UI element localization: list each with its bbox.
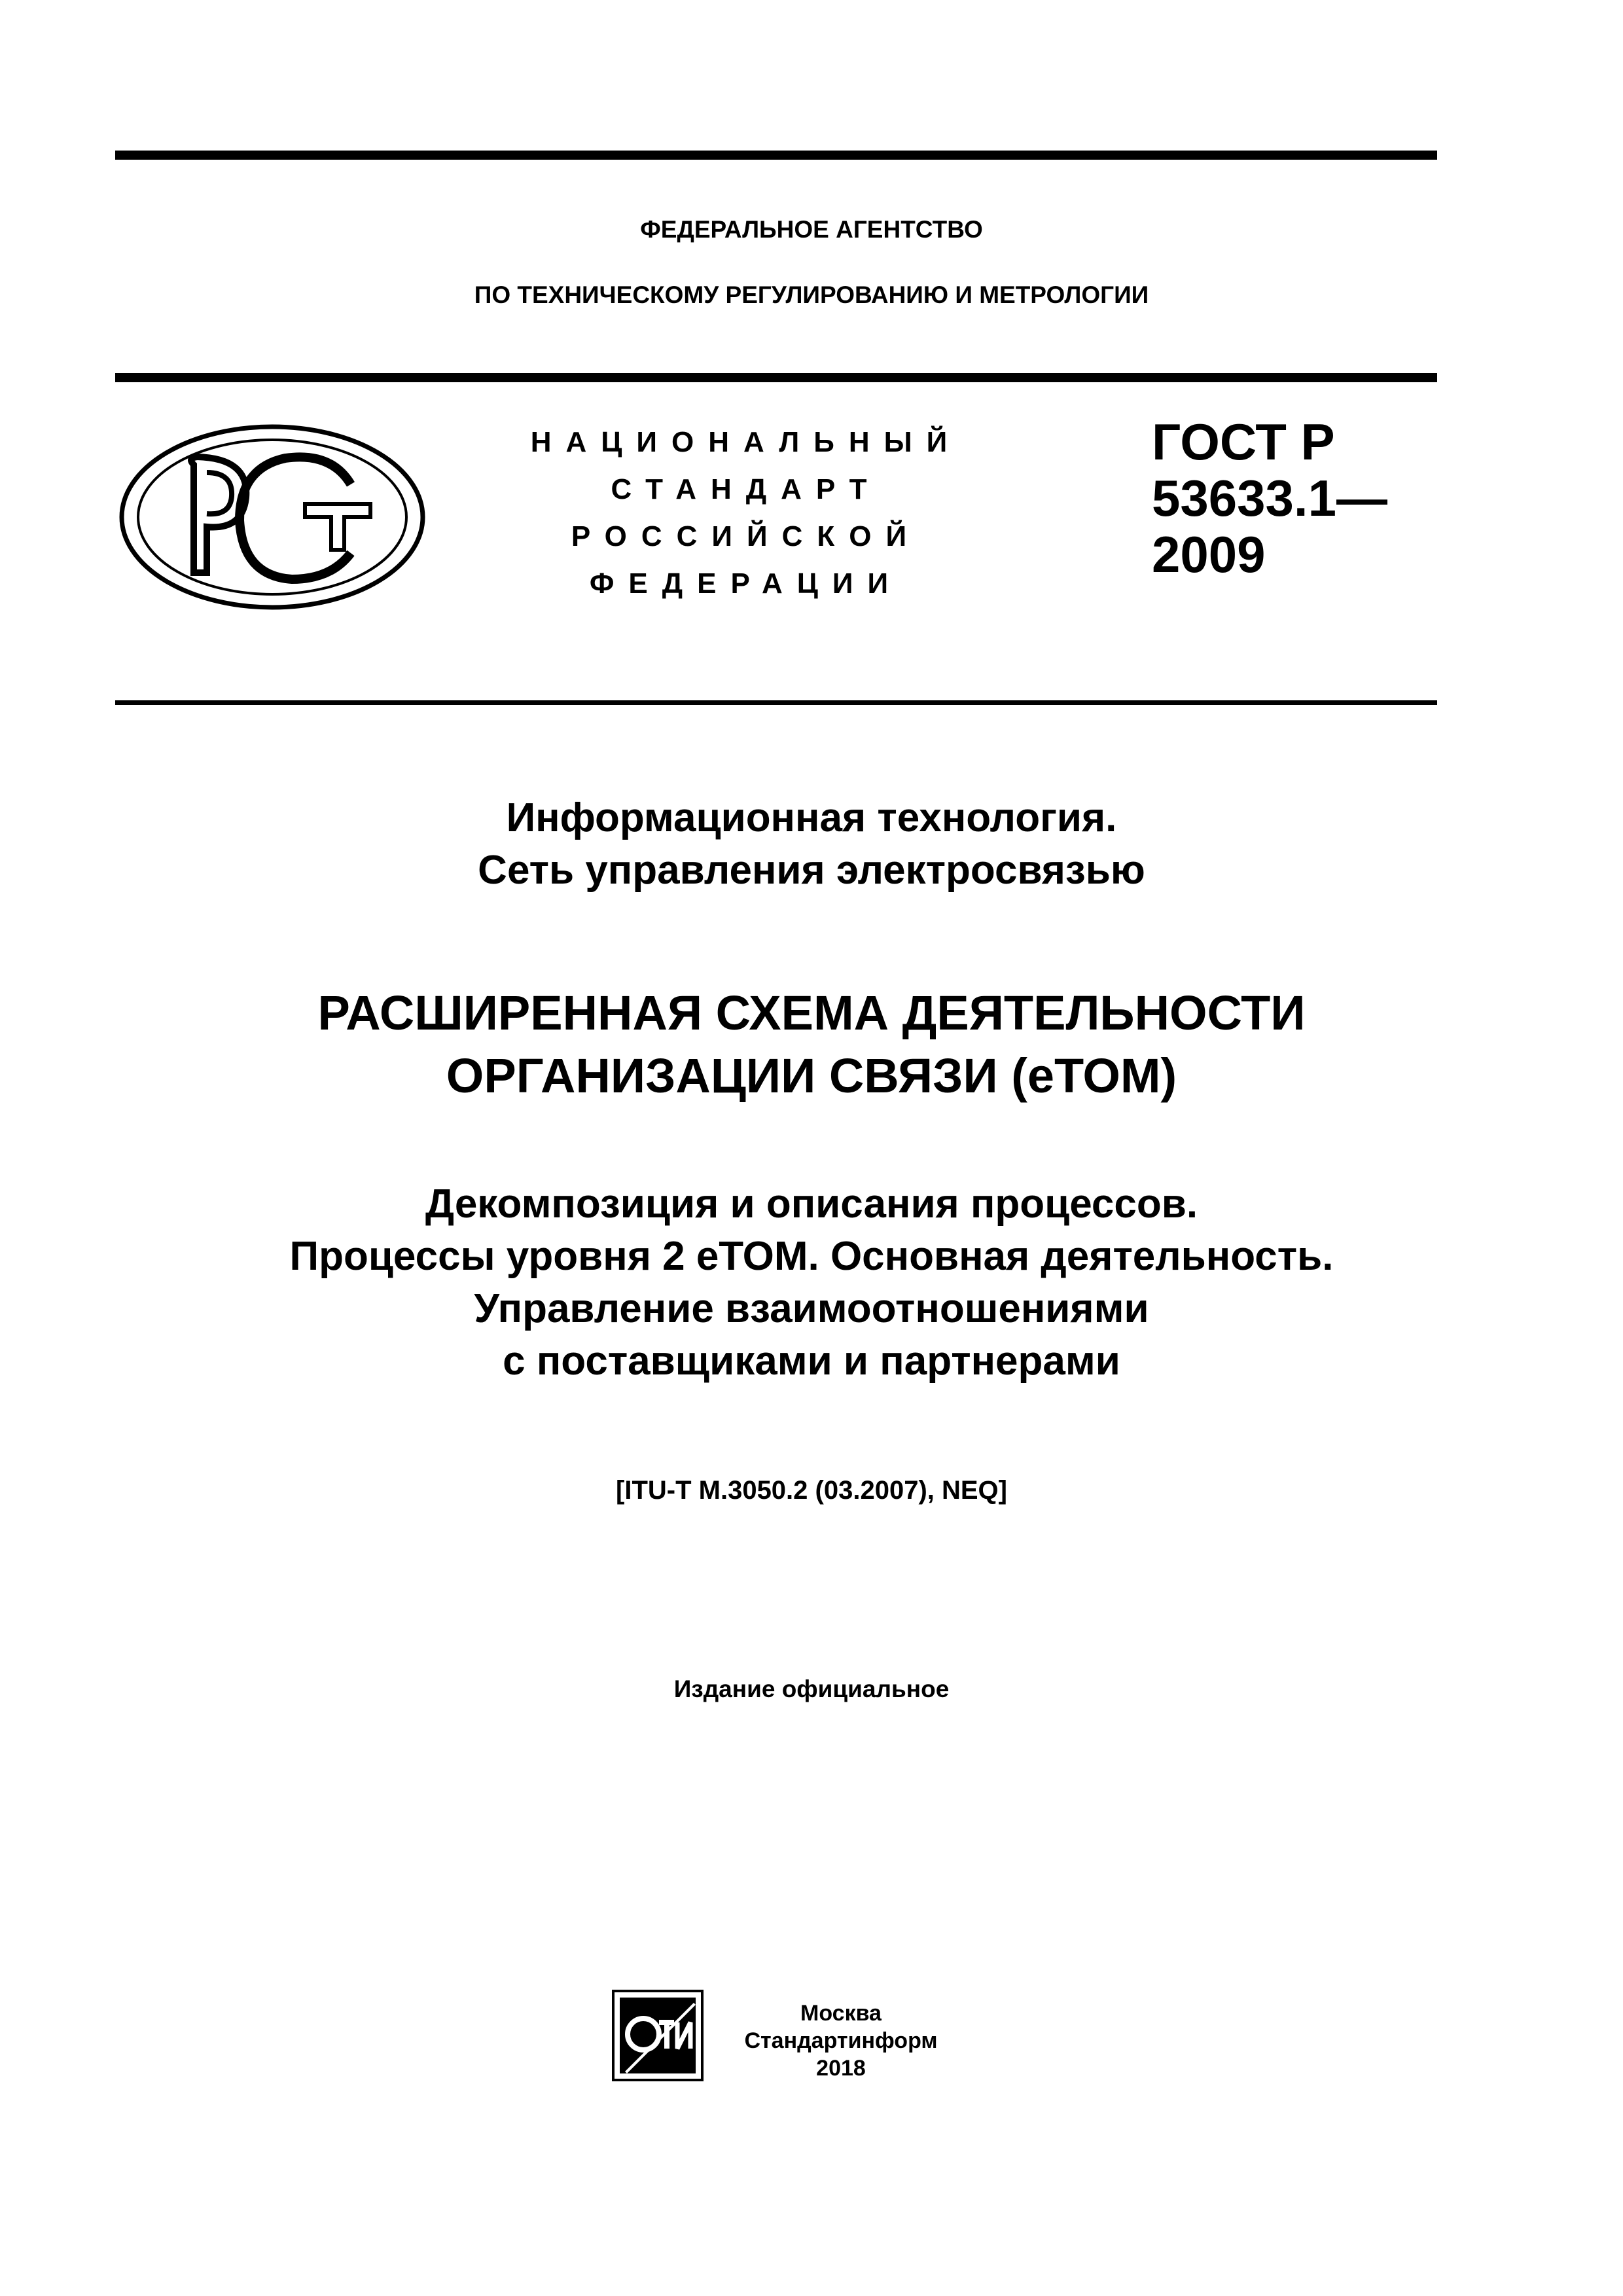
- national-line-2: СТАНДАРТ: [611, 473, 882, 505]
- block-rule: [115, 700, 1437, 705]
- standartinform-logo-icon: [612, 1990, 704, 2081]
- header-rule: [115, 373, 1437, 382]
- national-line-1: НАЦИОНАЛЬНЫЙ: [530, 426, 962, 458]
- international-reference: [ITU-T M.3050.2 (03.2007), NEQ]: [616, 1476, 1007, 1505]
- rst-gost-logo-icon: [115, 419, 429, 615]
- edition-note: Издание официальное: [673, 1676, 950, 1702]
- title-part-line-3: Управление взаимоотношениями: [474, 1286, 1149, 1331]
- title-main-line-1: РАСШИРЕННАЯ СХЕМА ДЕЯТЕЛЬНОСТИ: [317, 986, 1306, 1040]
- title-subject: [0, 792, 1623, 897]
- agency-line-2: ПО ТЕХНИЧЕСКОМУ РЕГУЛИРОВАНИЮ И МЕТРОЛОГИИ: [474, 281, 1149, 308]
- gost-line-3: 2009: [1152, 526, 1266, 583]
- national-line-3: РОССИЙСКОЙ: [571, 520, 921, 552]
- gost-number: [1152, 414, 1387, 583]
- title-part-line-2: Процессы уровня 2 еТОМ. Основная деятельность.: [289, 1234, 1334, 1279]
- publisher-year: 2018: [816, 2056, 866, 2081]
- title-main: [0, 982, 1623, 1107]
- publisher-name: Стандартинформ: [744, 2028, 938, 2053]
- national-standard-label: [517, 419, 975, 607]
- agency-line-1: ФЕДЕРАЛЬНОЕ АГЕНТСТВО: [640, 216, 983, 243]
- title-part-line-1: Декомпозиция и описания процессов.: [425, 1181, 1198, 1227]
- publisher-info: [733, 2000, 949, 2082]
- national-line-4: ФЕДЕРАЦИИ: [589, 567, 903, 600]
- publisher-city: Москва: [800, 2001, 882, 2026]
- title-subject-line-1: Информационная технология.: [506, 795, 1117, 840]
- title-part-line-4: с поставщиками и партнерами: [503, 1338, 1120, 1384]
- title-main-line-2: ОРГАНИЗАЦИИ СВЯЗИ (еТОМ): [446, 1049, 1177, 1103]
- title-subject-line-2: Сеть управления электросвязью: [478, 848, 1145, 893]
- title-part: [0, 1178, 1623, 1388]
- gost-line-2: 53633.1—: [1152, 469, 1387, 527]
- top-rule: [115, 151, 1437, 160]
- gost-line-1: ГОСТ Р: [1152, 413, 1335, 471]
